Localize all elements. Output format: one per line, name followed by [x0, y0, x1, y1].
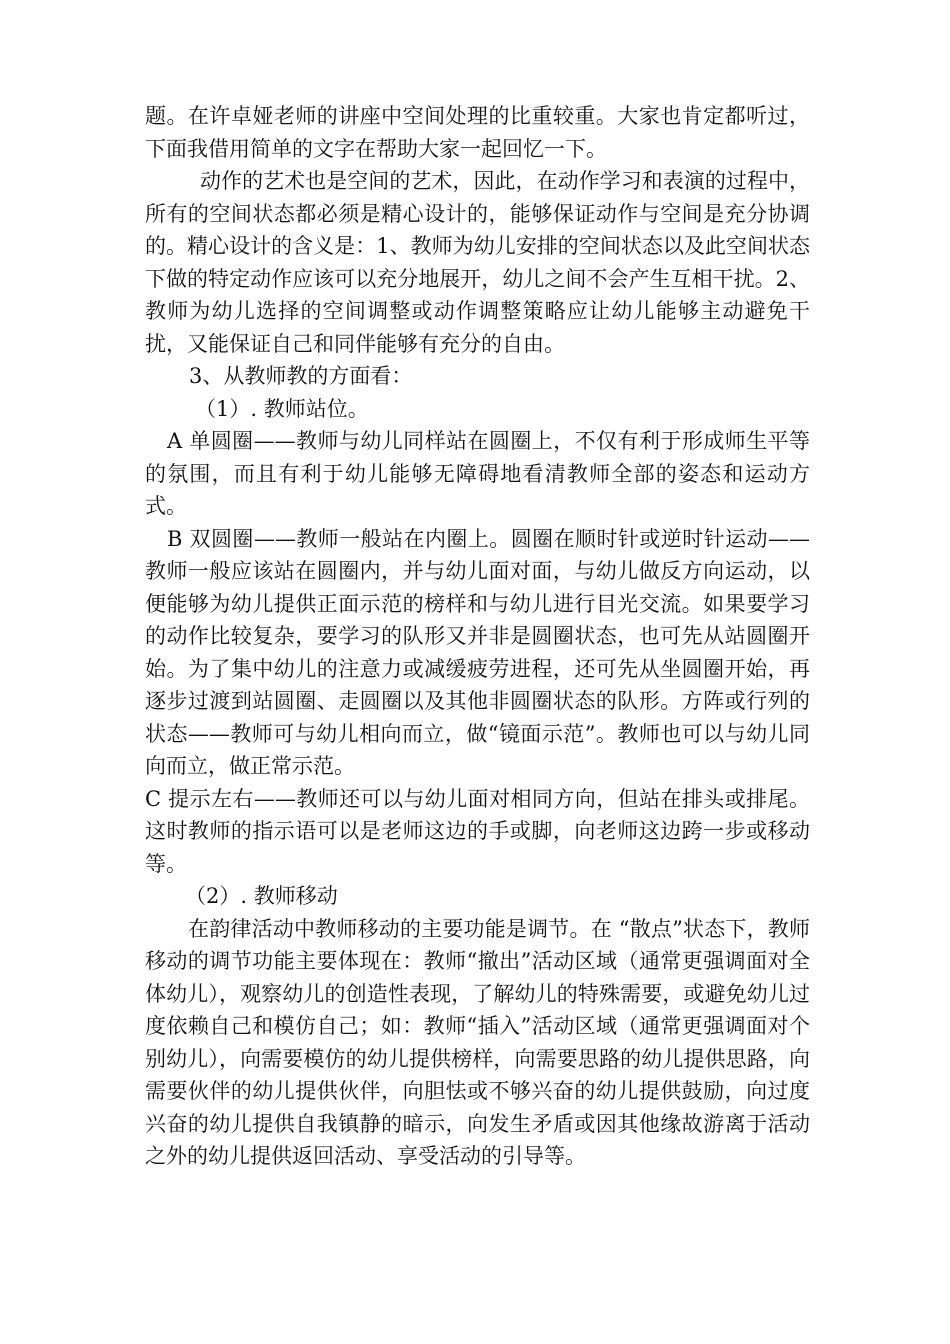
paragraph-left-right: C 提示左右——教师还可以与幼儿面对相同方向，但站在排头或排尾。这时教师的指示语可以是老师这边的手或脚，向老师这边跨一步或移动等。: [145, 786, 810, 876]
heading-teacher-aspect: 3、从教师教的方面看：: [189, 364, 413, 388]
paragraph-space-art: 动作的艺术也是空间的艺术，因此，在动作学习和表演的过程中，所有的空间状态都必须是精心设计的，能够保证动作与空间是充分协调的。精心设计的含义是：1、教师为幼儿安排的空间状态以及此空间状态下做的特定动作应该可以充分地展开，幼儿之间不会产生互相干扰。2、教师为幼儿选择的空间调整或动作调整策略应让幼儿能够主动避免干扰，又能保证自己和同伴能够有充分的自由。: [145, 169, 810, 356]
document-body: [145, 100, 810, 1173]
paragraph-movement-function: 在韵律活动中教师移动的主要功能是调节。在 “散点”状态下，教师移动的调节功能主要体现在：教师“撤出”活动区域（通常更强调面对全体幼儿），观察幼儿的创造性表现，了解幼儿的特殊需要，或避免幼儿过度依赖自己和模仿自己；如：教师“插入”活动区域（通常更强调面对个别幼儿），向需要模仿的幼儿提供榜样，向需要思路的幼儿提供思路，向需要伙伴的幼儿提供伙伴，向胆怯或不够兴奋的幼儿提供鼓励，向过度兴奋的幼儿提供自我镇静的暗示，向发生矛盾或因其他缘故游离于活动之外的幼儿提供返回活动、享受活动的引导等。: [145, 916, 810, 1168]
paragraph-double-circle: B 双圆圈——教师一般站在内圈上。圆圈在顺时针或逆时针运动——教师一般应该站在圆圈内，并与幼儿面对面，与幼儿做反方向运动，以便能够为幼儿提供正面示范的榜样和与幼儿进行目光交流。如果要学习的动作比较复杂，要学习的队形又并非是圆圈状态，也可先从站圆圈开始。为了集中幼儿的注意力或减缓疲劳进程，还可先从坐圆圈开始，再逐步过渡到站圆圈、走圆圈以及其他非圆圈状态的队形。方阵或行列的状态——教师可与幼儿相向而立，做“镜面示范”。教师也可以与幼儿同向而立，做正常示范。: [145, 526, 810, 778]
heading-teacher-movement: （2）. 教师移动: [185, 884, 338, 908]
heading-teacher-position: （1）. 教师站位。: [195, 396, 369, 421]
paragraph-single-circle: A 单圆圈——教师与幼儿同样站在圆圈上，不仅有利于形成师生平等的氛围，而且有利于幼儿能够无障碍地看清教师全部的姿态和运动方式。: [145, 429, 810, 518]
paragraph-continuation: 题。在许卓娅老师的讲座中空间处理的比重较重。大家也肯定都听过，下面我借用简单的文字在帮助大家一起回忆一下。: [145, 104, 810, 161]
